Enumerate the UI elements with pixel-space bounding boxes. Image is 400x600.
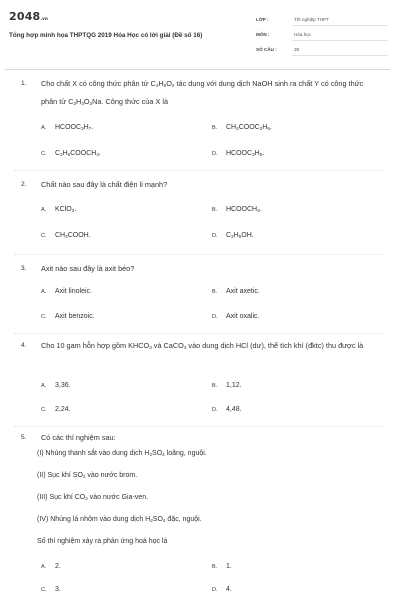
- option-a[interactable]: [41, 563, 61, 570]
- option-b[interactable]: [212, 382, 242, 389]
- document-header: [9, 10, 391, 60]
- meta-label: LỚP :: [256, 17, 269, 22]
- question-number: 2.: [21, 181, 27, 188]
- question-text: Có các thí nghiệm sau:: [41, 433, 116, 442]
- option-a[interactable]: [41, 206, 76, 213]
- logo-suffix: .vn: [40, 16, 48, 21]
- option-text: 2.: [55, 563, 61, 570]
- option-text: 4,48.: [226, 406, 242, 413]
- question-text: Cho chất X có công thức phân tử $C_4H_8O_2$ tác dụng với dung dịch NaOH sinh ra chất Y có công thức phân tử $C_2H_3O_2Na$. Công thức của X là: [41, 79, 364, 106]
- meta-label: SỐ CÂU :: [256, 47, 277, 52]
- option-d[interactable]: [212, 586, 232, 593]
- meta-value: Hóa học: [294, 32, 312, 37]
- question-number: 3.: [21, 265, 27, 272]
- document-title: Tổng hợp minh họa THPTQG 2019 Hóa Học có lời giải (Đề số 16): [9, 32, 203, 39]
- option-text: Axit linoleic.: [55, 288, 92, 295]
- option-letter: D.: [212, 407, 218, 413]
- option-c[interactable]: [41, 586, 61, 593]
- option-letter: A.: [41, 207, 47, 213]
- option-letter: C.: [41, 587, 47, 593]
- option-b[interactable]: [212, 288, 260, 295]
- question-divider: [14, 254, 384, 255]
- question-number: 4.: [21, 342, 27, 349]
- question-divider: [14, 333, 384, 334]
- option-text: $CH_3COOH$.: [55, 232, 91, 239]
- option-text: $CH_3COOC_2H_5$.: [226, 124, 272, 131]
- option-b[interactable]: [212, 563, 232, 570]
- option-text: Axit axetic.: [226, 288, 260, 295]
- experiment-3: (III) Sục khí $CO_2$ vào nước Gia-ven.: [37, 494, 149, 501]
- option-letter: C.: [41, 407, 47, 413]
- option-letter: D.: [212, 151, 218, 157]
- option-letter: C.: [41, 151, 47, 157]
- question-text: Cho 10 gam hỗn hợp gồm $KHCO_3$ và CaCO$_3$ vào dung dịch HCl (dư), thể tích khí (đktc) thu được là: [41, 341, 364, 350]
- meta-row-class: [256, 12, 388, 27]
- option-a[interactable]: [41, 382, 71, 389]
- option-text: Axit benzoic.: [55, 313, 95, 320]
- option-c[interactable]: [41, 150, 101, 157]
- option-letter: A.: [41, 383, 47, 389]
- option-a[interactable]: [41, 288, 92, 295]
- option-text: 1,12.: [226, 382, 242, 389]
- meta-row-count: [256, 42, 388, 57]
- option-letter: B.: [212, 207, 218, 213]
- option-text: $HCOOC_3H_7$.: [55, 124, 94, 131]
- experiment-2: (II) Sục khí $SO_2$ vào nước brom.: [37, 472, 138, 479]
- question-number: 1.: [21, 80, 27, 87]
- meta-underline: [292, 40, 388, 41]
- option-d[interactable]: [212, 232, 254, 239]
- meta-underline: [292, 25, 388, 26]
- option-text: $HCOOC_3H_5$.: [226, 150, 265, 157]
- option-c[interactable]: [41, 232, 91, 239]
- option-text: 4.: [226, 586, 232, 593]
- option-letter: C.: [41, 233, 47, 239]
- site-logo[interactable]: [9, 10, 48, 23]
- question-prompt: Số thí nghiệm xảy ra phản ứng hoá học là: [37, 538, 168, 545]
- meta-underline: [292, 55, 388, 56]
- option-text: 3,36.: [55, 382, 71, 389]
- option-letter: A.: [41, 289, 47, 295]
- question-text: Chất nào sau đây là chất điện li mạnh?: [41, 180, 168, 189]
- option-text: $C_2H_5COOCH_3$.: [55, 150, 101, 157]
- option-c[interactable]: [41, 406, 71, 413]
- logo-main: 2048: [9, 10, 41, 23]
- option-a[interactable]: [41, 124, 93, 131]
- option-letter: A.: [41, 564, 47, 570]
- option-letter: C.: [41, 314, 47, 320]
- option-letter: B.: [212, 564, 218, 570]
- meta-label: MÔN :: [256, 32, 270, 37]
- option-b[interactable]: [212, 124, 272, 131]
- option-letter: B.: [212, 383, 218, 389]
- option-text: $C_2H_5OH$.: [226, 232, 254, 239]
- option-letter: B.: [212, 125, 218, 131]
- option-c[interactable]: [41, 313, 95, 320]
- option-d[interactable]: [212, 150, 264, 157]
- meta-value: Tốt nghiệp THPT: [294, 17, 329, 22]
- question-text: Axit nào sau đây là axit béo?: [41, 264, 135, 273]
- meta-row-subject: [256, 27, 388, 42]
- question-divider: [14, 170, 384, 171]
- experiment-1: (I) Nhúng thanh sắt vào dung dịch $H_2SO_4$ loãng, nguội.: [37, 450, 207, 457]
- option-text: Axit oxalic.: [226, 313, 260, 320]
- option-b[interactable]: [212, 206, 262, 213]
- experiment-4: (IV) Nhúng lá nhôm vào dung dịch $H_2SO_4$ đặc, nguội.: [37, 516, 202, 523]
- question-divider: [14, 426, 384, 427]
- option-letter: D.: [212, 314, 218, 320]
- option-letter: B.: [212, 289, 218, 295]
- option-letter: D.: [212, 233, 218, 239]
- option-d[interactable]: [212, 406, 242, 413]
- option-text: KClO$_3$.: [55, 206, 77, 213]
- option-d[interactable]: [212, 313, 259, 320]
- option-letter: D.: [212, 587, 218, 593]
- option-text: 3.: [55, 586, 61, 593]
- meta-value: 39: [294, 47, 300, 52]
- header-divider: [5, 69, 390, 70]
- meta-panel: [256, 12, 388, 57]
- option-text: 2,24.: [55, 406, 71, 413]
- option-text: $HCOOCH_3$.: [226, 206, 262, 213]
- option-text: 1.: [226, 563, 232, 570]
- option-letter: A.: [41, 125, 47, 131]
- question-number: 5.: [21, 434, 27, 441]
